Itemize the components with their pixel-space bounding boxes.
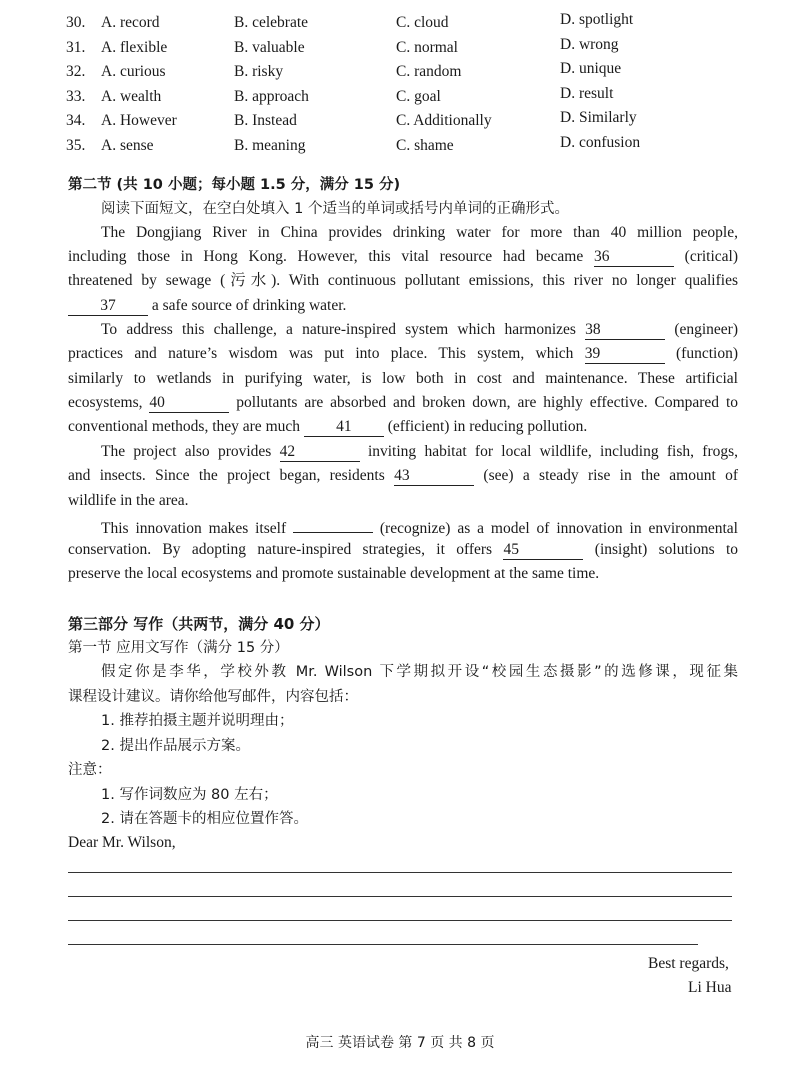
prompt-item: 1. 推荐拍摄主题并说明理由；	[101, 713, 294, 729]
writing-line[interactable]	[68, 944, 698, 945]
note-label: 注意：	[68, 762, 112, 778]
blank-36[interactable]: 36	[594, 248, 674, 267]
passage-text: This innovation makes itself	[101, 520, 287, 537]
passage-text: (insight) solutions to	[594, 541, 739, 558]
passage-line: The Dongjiang River in China provides drinking water for more than 40 million people,	[101, 224, 738, 241]
passage-text: practices and nature’s wisdom was put into place. This system, which	[68, 345, 574, 362]
passage-text: (see) a steady rise in the amount of	[483, 467, 739, 484]
option-a: A. sense	[101, 137, 154, 154]
option-d: D. confusion	[560, 134, 641, 151]
passage-text: ecosystems,	[68, 394, 143, 411]
part-heading: 第三部分 写作（共两节，满分 40 分）	[68, 615, 330, 633]
blank-41[interactable]: 41	[304, 418, 384, 437]
option-c: C. cloud	[396, 14, 449, 31]
passage-line	[101, 319, 738, 341]
letter-greeting: Dear Mr. Wilson,	[68, 834, 176, 851]
option-c: C. shame	[396, 137, 454, 154]
subsection-heading: 第一节 应用文写作（满分 15 分）	[68, 640, 289, 656]
question-number: 33.	[66, 88, 86, 105]
section-heading: 第二节 (共 10 小题；每小题 1.5 分，满分 15 分)	[68, 177, 401, 193]
question-number: 34.	[66, 112, 86, 129]
option-row	[66, 36, 766, 61]
question-number: 30.	[66, 14, 86, 31]
option-a: A. wealth	[101, 88, 162, 105]
passage-text: and insects. Since the project began, residents	[68, 467, 385, 484]
option-d: D. spotlight	[560, 11, 634, 28]
option-c: C. normal	[396, 39, 458, 56]
passage-line	[68, 392, 738, 414]
passage-line	[101, 441, 738, 463]
option-a: A. However	[101, 112, 177, 129]
option-row	[66, 60, 766, 85]
writing-line[interactable]	[68, 896, 732, 897]
option-b: B. valuable	[234, 39, 305, 56]
passage-line	[68, 539, 738, 561]
passage-text: (function)	[676, 345, 738, 362]
passage-text: inviting habitat for local wildlife, including fish, frogs,	[367, 443, 739, 460]
writing-line[interactable]	[68, 920, 732, 921]
blank-39[interactable]: 39	[585, 345, 665, 364]
passage-line	[68, 416, 738, 438]
option-c: C. random	[396, 63, 462, 80]
option-b: B. celebrate	[234, 14, 309, 31]
passage-text: (recognize) as a model of innovation in environmental	[379, 520, 738, 537]
passage-text: (critical)	[684, 248, 739, 265]
option-c: C. Additionally	[396, 112, 492, 129]
option-row	[66, 11, 766, 36]
passage-line: threatened by sewage (污水). With continuous pollutant emissions, this river no longer qualifies	[68, 272, 738, 289]
prompt-item: 2. 提出作品展示方案。	[101, 738, 250, 754]
letter-signature: Li Hua	[688, 979, 732, 996]
blank-44[interactable]	[293, 514, 373, 533]
passage-text: The project also provides	[101, 443, 272, 460]
prompt-line: 课程设计建议。请你给他写邮件，内容包括：	[68, 689, 358, 705]
note-item: 2. 请在答题卡的相应位置作答。	[101, 811, 308, 827]
option-c: C. goal	[396, 88, 441, 105]
passage-text: a safe source of drinking water.	[151, 297, 347, 314]
passage-line	[68, 343, 738, 365]
note-item: 1. 写作词数应为 80 左右；	[101, 787, 278, 803]
passage-line	[101, 514, 738, 540]
passage-text: (engineer)	[674, 321, 739, 338]
passage-line	[68, 295, 738, 317]
passage-text: conservation. By adopting nature-inspired strategies, it offers	[68, 541, 493, 558]
question-number: 35.	[66, 137, 86, 154]
section-instruction: 阅读下面短文，在空白处填入 1 个适当的单词或括号内单词的正确形式。	[101, 201, 569, 217]
passage-line: wildlife in the area.	[68, 492, 189, 509]
option-d: D. wrong	[560, 36, 619, 53]
passage-line: preserve the local ecosystems and promote sustainable development at the same time.	[68, 565, 600, 582]
option-a: A. curious	[101, 63, 166, 80]
passage-text: including those in Hong Kong. However, this vital resource had became	[68, 248, 584, 265]
option-b: B. risky	[234, 63, 284, 80]
writing-line[interactable]	[68, 872, 732, 873]
passage-line	[68, 465, 738, 487]
prompt-line: 假定你是李华，学校外教 Mr. Wilson 下学期拟开设“校园生态摄影”的选修课，现征集	[101, 664, 738, 680]
passage-text: conventional methods, they are much	[68, 418, 301, 435]
option-d: D. result	[560, 85, 614, 102]
blank-42[interactable]: 42	[280, 443, 360, 462]
passage-text: (efficient) in reducing pollution.	[387, 418, 588, 435]
blank-43[interactable]: 43	[394, 467, 474, 486]
page-footer: 高三 英语试卷 第 7 页 共 8 页	[305, 1035, 495, 1051]
option-row	[66, 85, 766, 110]
passage-text: pollutants are absorbed and broken down, are highly effective. Compared to	[236, 394, 739, 411]
option-a: A. record	[101, 14, 160, 31]
option-d: D. unique	[560, 60, 622, 77]
letter-closing: Best regards,	[648, 955, 729, 972]
option-d: D. Similarly	[560, 109, 637, 126]
option-a: A. flexible	[101, 39, 168, 56]
option-b: B. Instead	[234, 112, 297, 129]
question-number: 32.	[66, 63, 86, 80]
passage-line	[68, 246, 738, 268]
passage-line: similarly to wetlands in purifying water, is low both in cost and maintenance. These artificial	[68, 370, 738, 387]
option-b: B. approach	[234, 88, 309, 105]
question-number: 31.	[66, 39, 86, 56]
passage-text: To address this challenge, a nature-inspired system which harmonizes	[101, 321, 576, 338]
blank-45[interactable]: 45	[503, 541, 583, 560]
option-b: B. meaning	[234, 137, 306, 154]
option-row	[66, 109, 766, 134]
blank-38[interactable]: 38	[585, 321, 665, 340]
option-row	[66, 134, 766, 159]
blank-37[interactable]: 37	[68, 297, 148, 316]
blank-40[interactable]: 40	[149, 394, 229, 413]
